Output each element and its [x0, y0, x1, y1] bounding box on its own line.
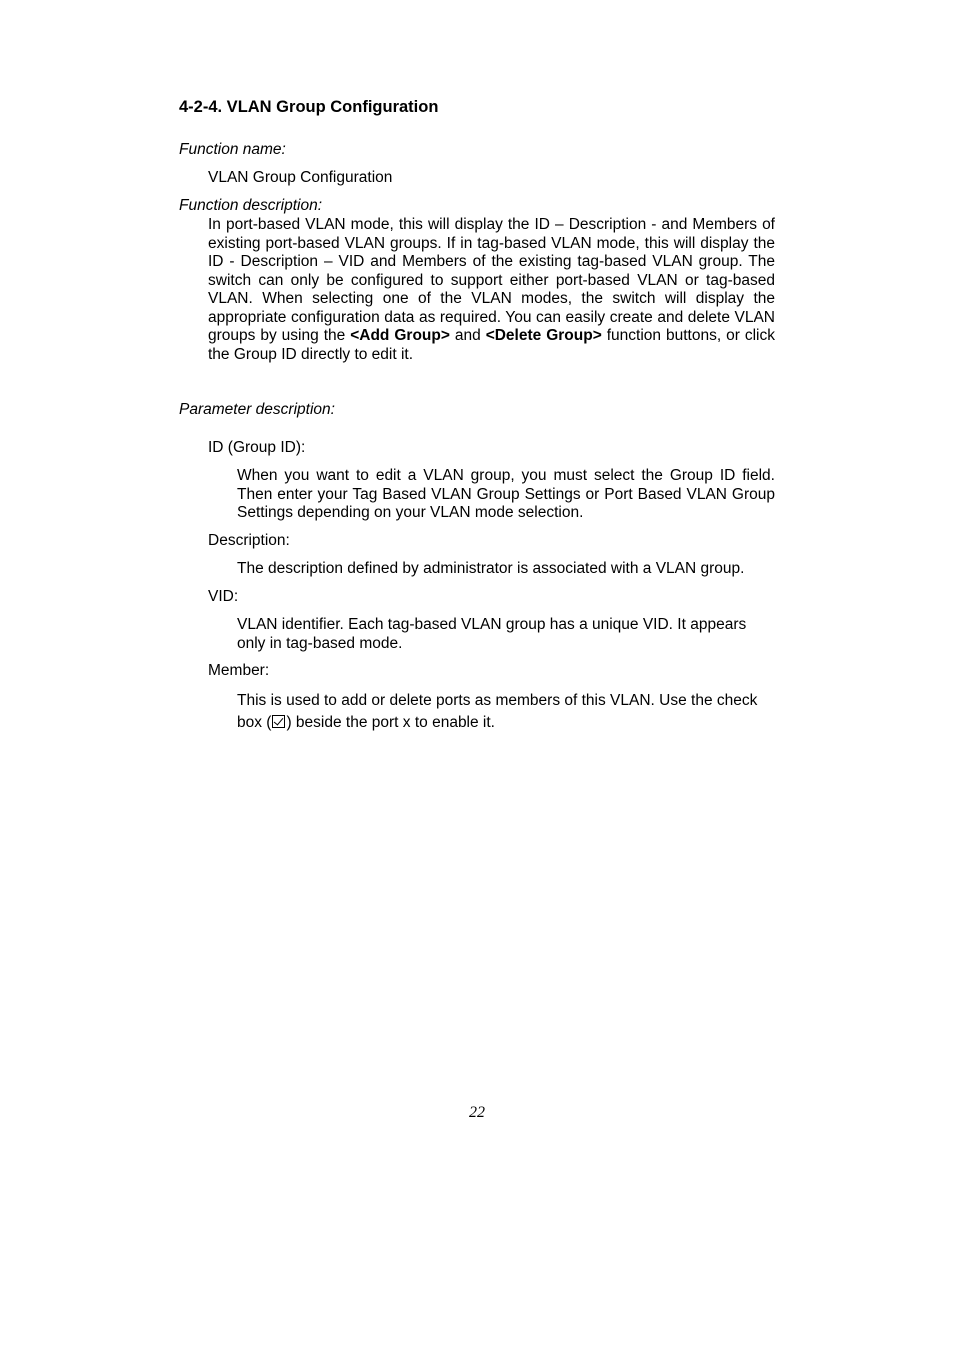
param-id-term: ID (Group ID):: [208, 439, 306, 456]
add-group-reference: <Add Group>: [350, 327, 450, 344]
function-name-label: Function name:: [179, 141, 286, 158]
checkbox-checked-icon: [272, 715, 285, 728]
page-number: 22: [469, 1104, 485, 1121]
function-name-value: VLAN Group Configuration: [208, 169, 393, 186]
param-description-desc: The description defined by administrator is associated with a VLAN group.: [237, 560, 745, 577]
delete-group-reference: <Delete Group>: [485, 327, 602, 344]
param-vid-term: VID:: [208, 588, 239, 605]
function-description-label: Function description:: [179, 197, 323, 214]
section-heading: 4-2-4. VLAN Group Configuration: [179, 98, 439, 116]
param-id-desc: When you want to edit a VLAN group, you must select the Group ID field. Then enter your Tag Based VLAN Group Settings or Port Based VLAN Group Settings depending on your VLAN mode selection.: [237, 467, 775, 521]
function-description-text: [208, 216, 775, 364]
function-description-part-2: function buttons, or click the Group ID directly to edit it.: [208, 327, 775, 363]
param-member-term: Member:: [208, 662, 270, 679]
param-member-desc-part-1: This is used to add or delete ports as members of this VLAN. Use the check box (: [237, 692, 758, 731]
param-member-desc-part-2: ) beside the port x to enable it.: [286, 714, 495, 731]
param-member-desc: [237, 690, 777, 734]
param-vid-desc: VLAN identifier. Each tag-based VLAN group has a unique VID. It appears only in tag-based mode.: [237, 616, 747, 652]
param-description-term: Description:: [208, 532, 290, 549]
function-description-part-1: In port-based VLAN mode, this will display the ID – Description - and Members of existing port-based VLAN groups. If in tag-based VLAN mode, this will display the ID - Description – VID and Members of the existing tag-based VLAN group. The switch can only be configured to support either port-based VLAN or tag-based VLAN. When selecting one of the VLAN modes, the switch will display the appropriate configuration data as required. You can easily create and delete VLAN groups by using the: [208, 216, 775, 344]
function-description-and: and: [449, 327, 486, 344]
parameter-description-label: Parameter description:: [179, 401, 335, 418]
